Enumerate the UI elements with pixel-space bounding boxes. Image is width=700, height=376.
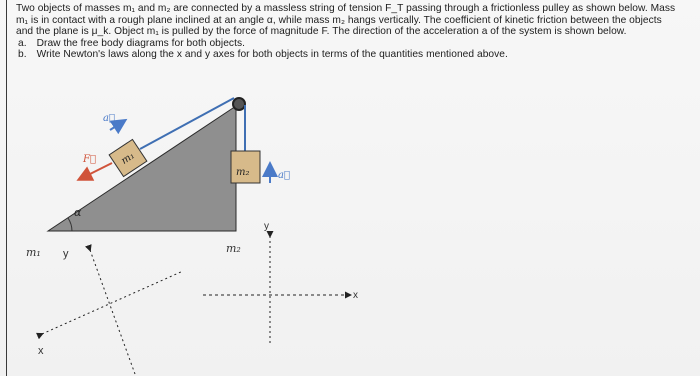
problem-line-2: m₁ is in contact with a rough plane inclined at an angle α, while mass m₂ hangs vertically. The coefficient of kinetic friction between the objects (16, 14, 662, 26)
question-a-marker: a. (18, 37, 27, 49)
question-a-text: Draw the free body diagrams for both objects. (36, 37, 245, 49)
fbd-m1-y-axis (90, 250, 135, 374)
fbd-m1-x-label: x (38, 345, 44, 357)
fbd-m2-y-label: y (264, 221, 269, 232)
fbd-m1-x-axis (42, 271, 183, 334)
problem-line-1: Two objects of masses m₁ and m₂ are connected by a massless string of tension F_T passing through a frictionless pulley as shown below. Mass (16, 3, 676, 14)
force-label: F⃗ (83, 154, 96, 165)
pulley (233, 98, 245, 110)
fbd-m1-mass-label: m₁ (26, 246, 41, 259)
question-b-text: Write Newton's laws along the x and y axes for both objects in terms of the quantities mentioned above. (36, 49, 508, 61)
free-body-diagram-m1 (26, 246, 183, 374)
fbd-m1-y-label: y (63, 248, 69, 260)
question-b-marker: b. (18, 49, 27, 61)
force-arrow (80, 163, 112, 179)
angle-label: α (74, 206, 82, 219)
block-m1-label: m₁ (119, 150, 137, 167)
acceleration-label-hanging: a⃗ (278, 170, 290, 181)
block-m2-label: m₂ (236, 167, 250, 178)
incline-setup (48, 98, 290, 231)
acceleration-label-incline: a⃗ (103, 113, 115, 124)
fbd-m2-mass-label: m₂ (226, 242, 241, 255)
problem-line-3: and the plane is μ_k. Object m₁ is pulled by the force of magnitude F. The direction of the acceleration a of the system is shown below. (16, 26, 627, 38)
free-body-diagram-m2 (203, 221, 358, 345)
fbd-m2-x-label: x (353, 290, 358, 301)
